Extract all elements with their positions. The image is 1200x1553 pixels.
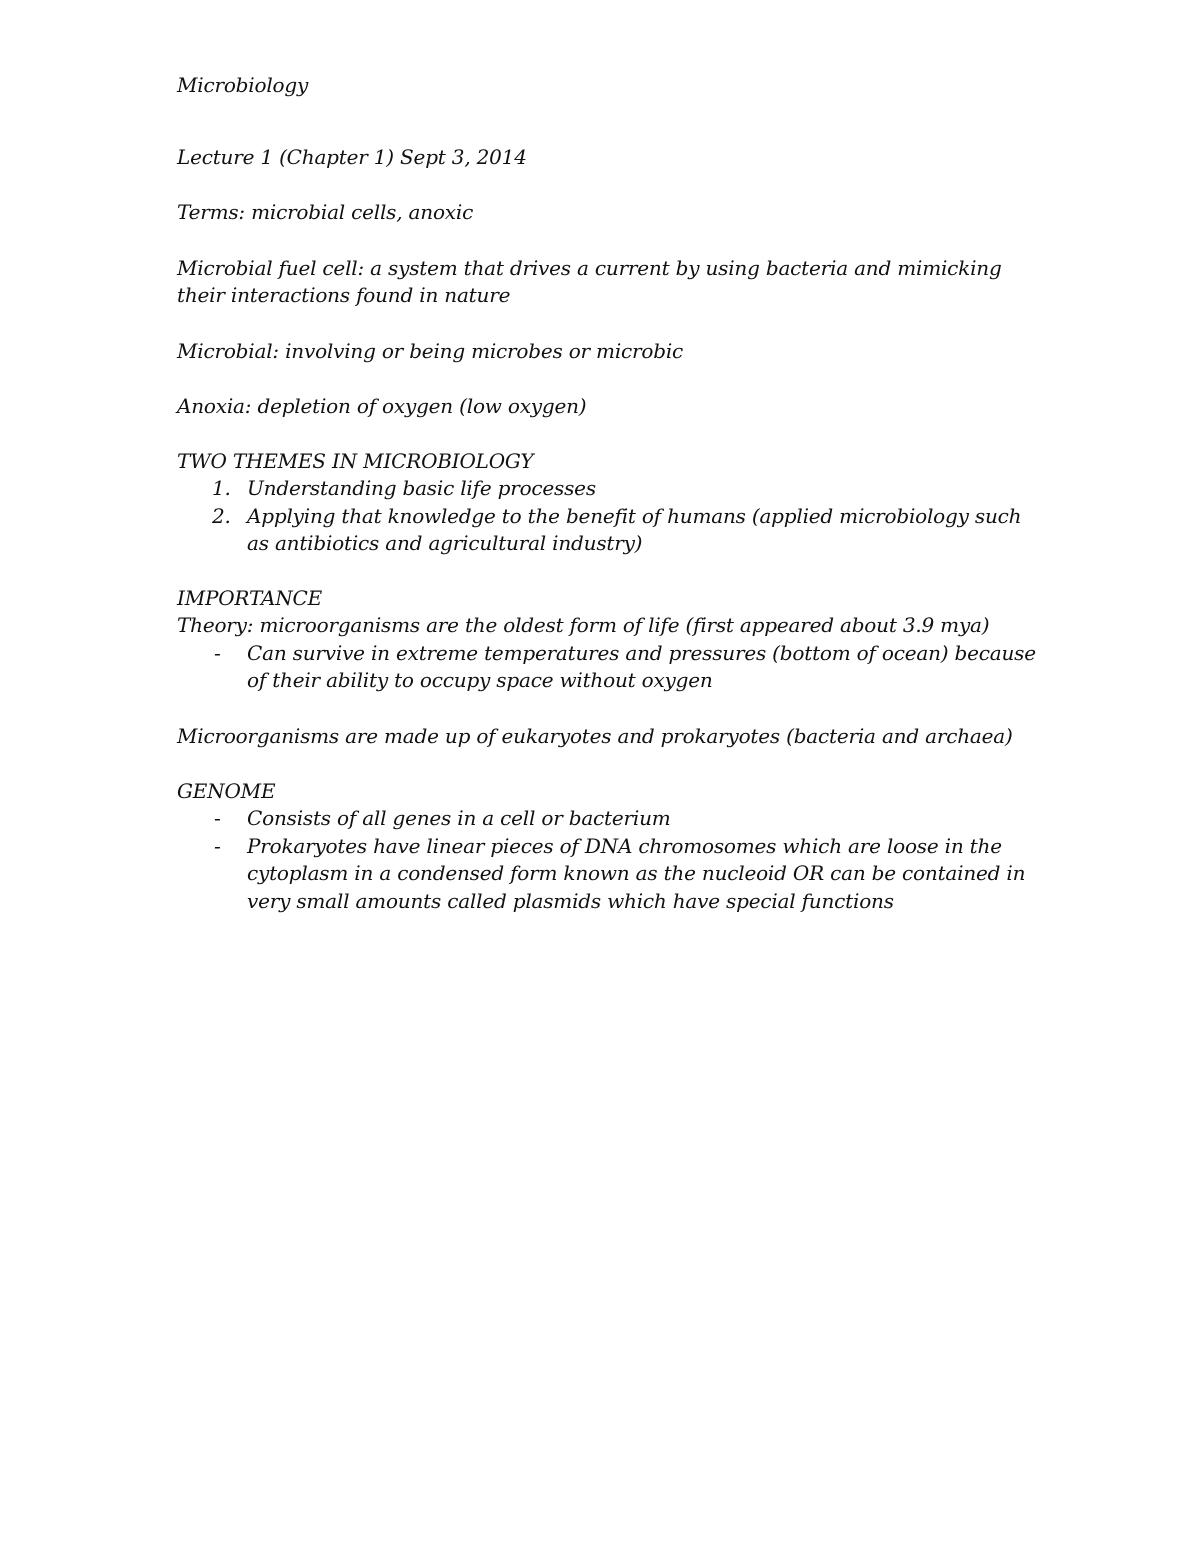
- lecture-heading: Lecture 1 (Chapter 1) Sept 3, 2014: [177, 145, 527, 169]
- theory-line: Theory: microorganisms are the oldest form of life (first appeared about 3.9 mya): [177, 613, 990, 637]
- list-marker: -: [214, 806, 221, 830]
- anoxia-definition: Anoxia: depletion of oxygen (low oxygen): [177, 394, 587, 418]
- terms-line: Terms: microbial cells, anoxic: [177, 200, 474, 224]
- list-marker: 1.: [212, 476, 231, 500]
- list-marker: -: [214, 641, 221, 665]
- document-title: Microbiology: [177, 73, 309, 97]
- list-item-text: as antibiotics and agricultural industry): [247, 531, 643, 555]
- themes-heading: TWO THEMES IN MICROBIOLOGY: [177, 449, 534, 473]
- list-marker: -: [214, 834, 221, 858]
- microorganisms-line: Microorganisms are made up of eukaryotes and prokaryotes (bacteria and archaea): [177, 724, 1013, 748]
- microbial-definition: Microbial: involving or being microbes or microbic: [177, 339, 684, 363]
- list-item-text: Prokaryotes have linear pieces of DNA chromosomes which are loose in the: [247, 834, 1002, 858]
- list-item-text: Consists of all genes in a cell or bacterium: [247, 806, 671, 830]
- importance-heading: IMPORTANCE: [177, 586, 323, 610]
- list-item-text: Applying that knowledge to the benefit of humans (applied microbiology such: [247, 504, 1022, 528]
- list-item-text: very small amounts called plasmids which have special functions: [247, 889, 894, 913]
- fuel-cell-definition-line-2: their interactions found in nature: [177, 283, 511, 307]
- genome-heading: GENOME: [177, 779, 276, 803]
- list-marker: 2.: [212, 504, 231, 528]
- fuel-cell-definition-line-1: Microbial fuel cell: a system that drives a current by using bacteria and mimicking: [177, 256, 1002, 280]
- list-item-text: Can survive in extreme temperatures and pressures (bottom of ocean) because: [247, 641, 1036, 665]
- list-item-text: cytoplasm in a condensed form known as the nucleoid OR can be contained in: [247, 861, 1026, 885]
- list-item-text: of their ability to occupy space without oxygen: [247, 668, 713, 692]
- list-item-text: Understanding basic life processes: [247, 476, 596, 500]
